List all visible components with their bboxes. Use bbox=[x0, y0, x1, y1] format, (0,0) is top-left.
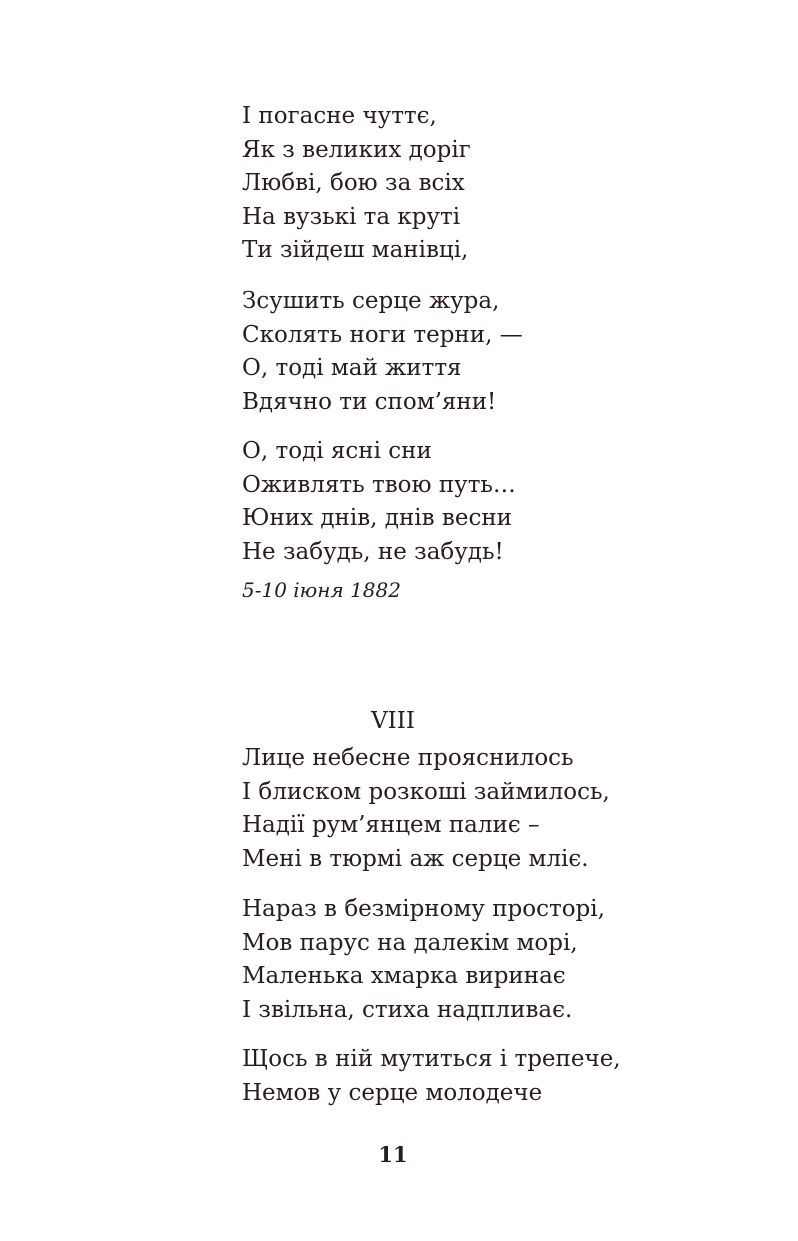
poem-line: Зсушить серце жура, bbox=[242, 288, 500, 314]
poem-line: О, тоді ясні сни bbox=[242, 438, 432, 464]
poem-date: 5-10 іюня 1882 bbox=[242, 578, 401, 602]
stanza-1 bbox=[242, 100, 471, 268]
poem-line: Маленька хмарка виринає bbox=[242, 963, 566, 989]
poem-line: Як з великих доріг bbox=[242, 136, 471, 163]
poem-line: Оживлять твою путь… bbox=[242, 471, 516, 498]
poem-line: Сколять ноги терни, — bbox=[242, 321, 523, 348]
poem-line: На вузькі та круті bbox=[242, 203, 461, 230]
poem-line: О, тоді май життя bbox=[242, 355, 462, 381]
poem-line: Мені в тюрмі аж серце мліє. bbox=[242, 845, 589, 872]
poem-line: Надії рум’янцем палиє – bbox=[242, 812, 540, 838]
poem-line: Лице небесне прояснилось bbox=[242, 745, 574, 771]
poem-line: Щось в ній мутиться і трепече, bbox=[242, 1046, 621, 1072]
poem-line: Немов у серце молодече bbox=[242, 1079, 543, 1106]
poem-line: І блиском розкоші займилось, bbox=[242, 778, 610, 805]
poem-line: Ти зійдеш манівці, bbox=[242, 237, 469, 263]
stanza-3 bbox=[242, 435, 516, 569]
poem-line: Вдячно ти спом’яни! bbox=[242, 388, 497, 415]
poem-line: Любві, бою за всіх bbox=[242, 170, 465, 196]
stanza-4 bbox=[242, 742, 610, 876]
stanza-6 bbox=[242, 1043, 621, 1110]
stanza-5 bbox=[242, 893, 605, 1027]
poem-line: І погасне чуттє, bbox=[242, 103, 437, 129]
poem-line: Мов парус на далекім морі, bbox=[242, 929, 578, 956]
section-heading: VIII bbox=[371, 708, 415, 734]
poem-line: І звільна, стиха надпливає. bbox=[242, 996, 573, 1023]
page-number: 11 bbox=[378, 1142, 408, 1167]
stanza-2 bbox=[242, 285, 523, 419]
poem-line: Юних днів, днів весни bbox=[242, 505, 513, 531]
poem-line: Не забудь, не забудь! bbox=[242, 538, 504, 565]
poem-line: Нараз в безмірному просторі, bbox=[242, 896, 605, 922]
